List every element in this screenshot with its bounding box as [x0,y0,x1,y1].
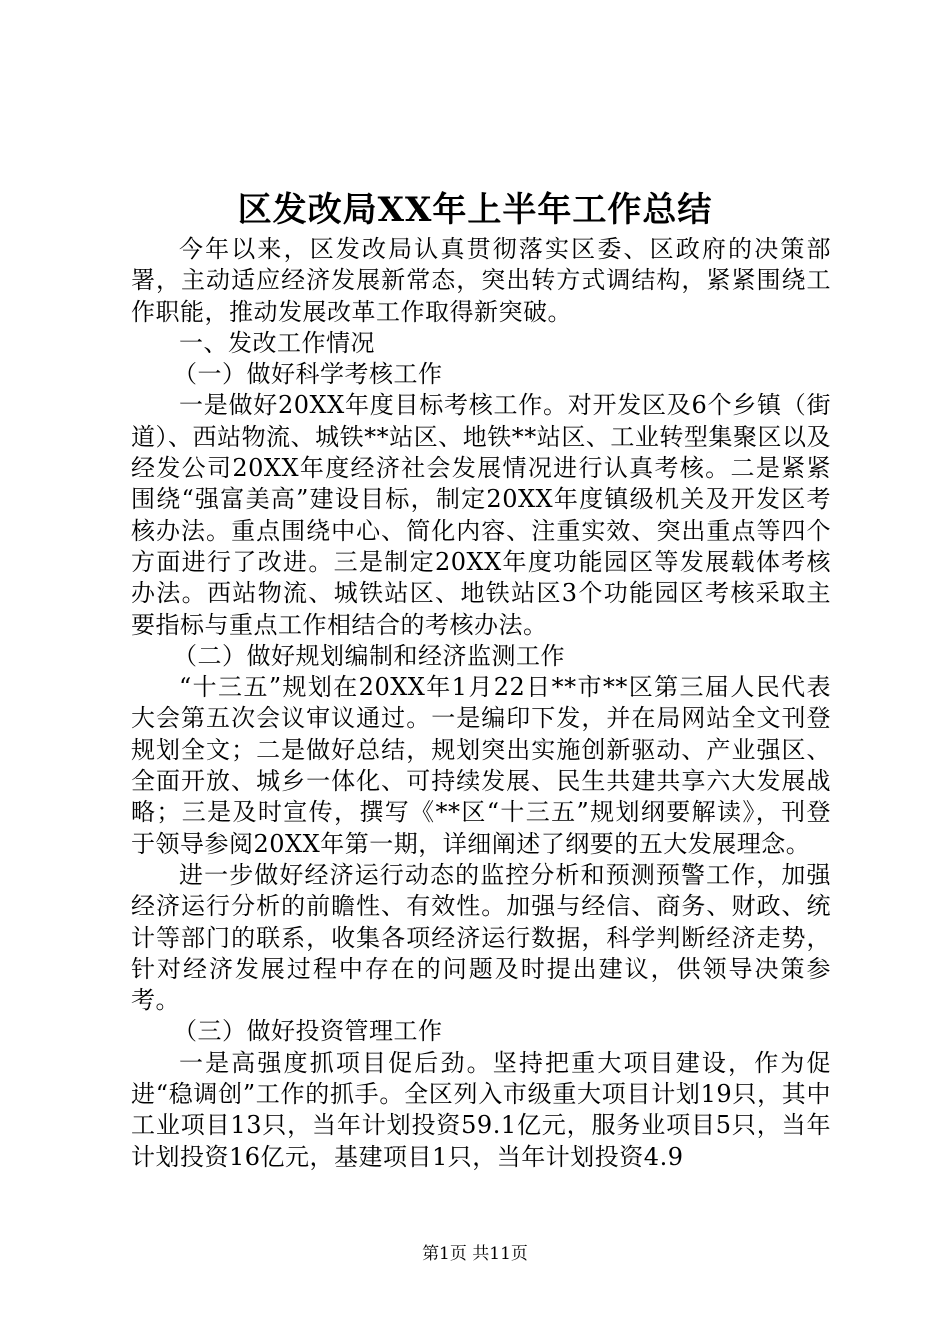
subsection-heading: （二）做好规划编制和经济监测工作 [173,641,565,670]
body-paragraph: 进一步做好经济运行动态的监控分析和预测预警工作，加强经济运行分析的前瞻性、有效性。加强与经信、商务、财政、统计等部门的联系，收集各项经济运行数据，科学判断经济走势，针对经济发展过程中存在的问题及时提出建议，供领导决策参考。 [131,860,831,1015]
body-paragraph: 一是做好20XX年度目标考核工作。对开发区及6个乡镇（街道）、西站物流、城铁**站区、地铁**站区、工业转型集聚区以及经发公司20XX年度经济社会发展情况进行认真考核。二是紧紧围绕“强富美高”建设目标，制定20XX年度镇级机关及开发区考核办法。重点围绕中心、简化内容、注重实效、突出重点等四个方面进行了改进。三是制定20XX年度功能园区等发展载体考核办法。西站物流、城铁站区、地铁站区3个功能园区考核采取主要指标与重点工作相结合的考核办法。 [131,391,831,639]
intro-paragraph: 今年以来，区发改局认真贯彻落实区委、区政府的决策部署，主动适应经济发展新常态，突出转方式调结构，紧紧围绕工作职能，推动发展改革工作取得新突破。 [131,235,831,326]
body-paragraph: 一是高强度抓项目促后劲。坚持把重大项目建设，作为促进“稳调创”工作的抓手。全区列入市级重大项目计划19只，其中工业项目13只，当年计划投资59.1亿元，服务业项目5只，当年计划投资16亿元，基建项目1只，当年计划投资4.9 [131,1048,831,1171]
document-title: 区发改局XX年上半年工作总结 [237,190,713,230]
subsection-heading: （一）做好科学考核工作 [173,360,443,389]
page-footer: 第1页 共11页 [422,1244,528,1264]
document-body [131,234,831,1173]
subsection-heading: （三）做好投资管理工作 [173,1017,443,1046]
body-paragraph: “十三五”规划在20XX年1月22日**市**区第三届人民代表大会第五次会议审议通过。一是编印下发，并在局网站全文刊登规划全文；二是做好总结，规划突出实施创新驱动、产业强区、全面开放、城乡一体化、可持续发展、民生共建共享六大发展战略；三是及时宣传，撰写《**区“十三五”规划纲要解读》，刊登于领导参阅20XX年第一期，详细阐述了纲要的五大发展理念。 [131,673,831,858]
section-heading: 一、发改工作情况 [179,328,375,357]
